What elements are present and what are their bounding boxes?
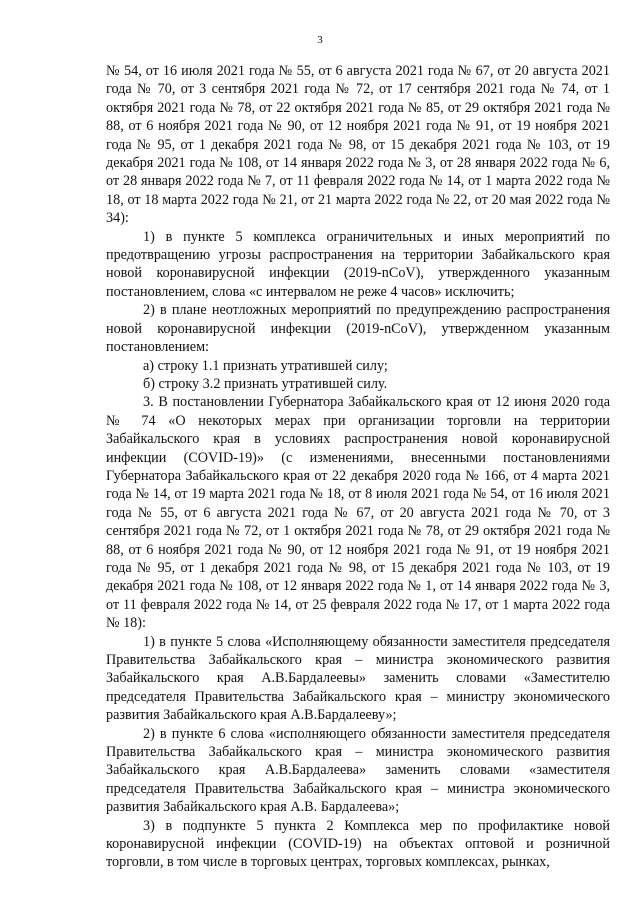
paragraph-section-3: 3. В постановлении Губернатора Забайкальского края от 12 июня 2020 года № 74 «О некоторых мерах при организации торговли на территории Забайкальского края в условиях распространения новой коронавирусной инфекции (COVID-19)» (с изменениями, внесенными постановлениями Губернатора Забайкальского края от 22 декабря 2020 года № 166, от 4 марта 2021 года № 14, от 19 марта 2021 года № 18, от 8 июля 2021 года № 54, от 16 июля 2021 года № 55, от 6 августа 2021 года № 67, от 20 августа 2021 года № 70, от 3 сентября 2021 года № 72, от 1 октября 2021 года № 78, от 29 октября 2021 года № 88, от 6 ноября 2021 года № 90, от 12 ноября 2021 года № 91, от 19 ноября 2021 года № 95, от 1 декабря 2021 года № 98, от 15 декабря 2021 года № 103, от 19 декабря 2021 года № 108, от 12 января 2022 года № 1, от 14 января 2022 года № 3, от 11 февраля 2022 года № 14, от 25 февраля 2022 года № 17, от 1 марта 2022 года № 18):	[106, 394, 610, 632]
paragraph-continuation: № 54, от 16 июля 2021 года № 55, от 6 августа 2021 года № 67, от 20 августа 2021 года № 70, от 3 сентября 2021 года № 72, от 17 сентября 2021 года № 74, от 1 октября 2021 года № 78, от 22 октября 2021 года № 85, от 29 октября 2021 года № 88, от 6 ноября 2021 года № 90, от 12 ноября 2021 года № 91, от 19 ноября 2021 года № 95, от 1 декабря 2021 года № 98, от 15 декабря 2021 года № 103, от 19 декабря 2021 года № 108, от 14 января 2022 года № 3, от 28 января 2022 года № 6, от 28 января 2022 года № 7, от 11 февраля 2022 года № 14, от 1 марта 2022 года № 18, от 18 марта 2022 года № 21, от 21 марта 2022 года № 22, от 20 мая 2022 года № 34):	[106, 63, 610, 227]
paragraph-section-3-item-1: 1) в пункте 5 слова «Исполняющему обязанности заместителя председателя Правительства Забайкальского края – министра экономического развития Забайкальского края А.В.Бардалеевы» заменить словами «Заместителю председателя Правительства Забайкальского края – министру экономического развития Забайкальского края А.В.Бардалееву»;	[106, 633, 610, 724]
paragraph-item-1: 1) в пункте 5 комплекса ограничительных и иных мероприятий по предотвращению угрозы распространения на территории Забайкальского края новой коронавирусной инфекции (2019-nCoV), утвержденного указанным постановлением, слова «с интервалом не реже 4 часов» исключить;	[106, 228, 610, 300]
paragraph-section-3-item-3: 3) в подпункте 5 пункта 2 Комплекса мер по профилактике новой коронавирусной инфекции (COVID-19) на объектах оптовой и розничной торговли, в том числе в торговых центрах, торговых комплексах, рынках,	[106, 817, 610, 871]
paragraph-subitem-b: б) строку 3.2 признать утратившей силу.	[143, 375, 388, 392]
document-body	[106, 62, 610, 872]
paragraph-section-3-item-2: 2) в пункте 6 слова «исполняющего обязанности заместителя председателя Правительства Забайкальского края – министра экономического развития Забайкальского края А.В.Бардалеева» заменить словами «заместителя председателя Правительства Забайкальского края – министра экономического развития Забайкальского края А.В. Бардалеева»;	[106, 725, 610, 816]
page-number: 3	[317, 34, 323, 46]
paragraph-subitem-a: а) строку 1.1 признать утратившей силу;	[143, 357, 388, 374]
paragraph-item-2: 2) в плане неотложных мероприятий по предупреждению распространения новой коронавирусной инфекции (2019-nCoV), утвержденном указанным постановлением:	[106, 302, 610, 356]
